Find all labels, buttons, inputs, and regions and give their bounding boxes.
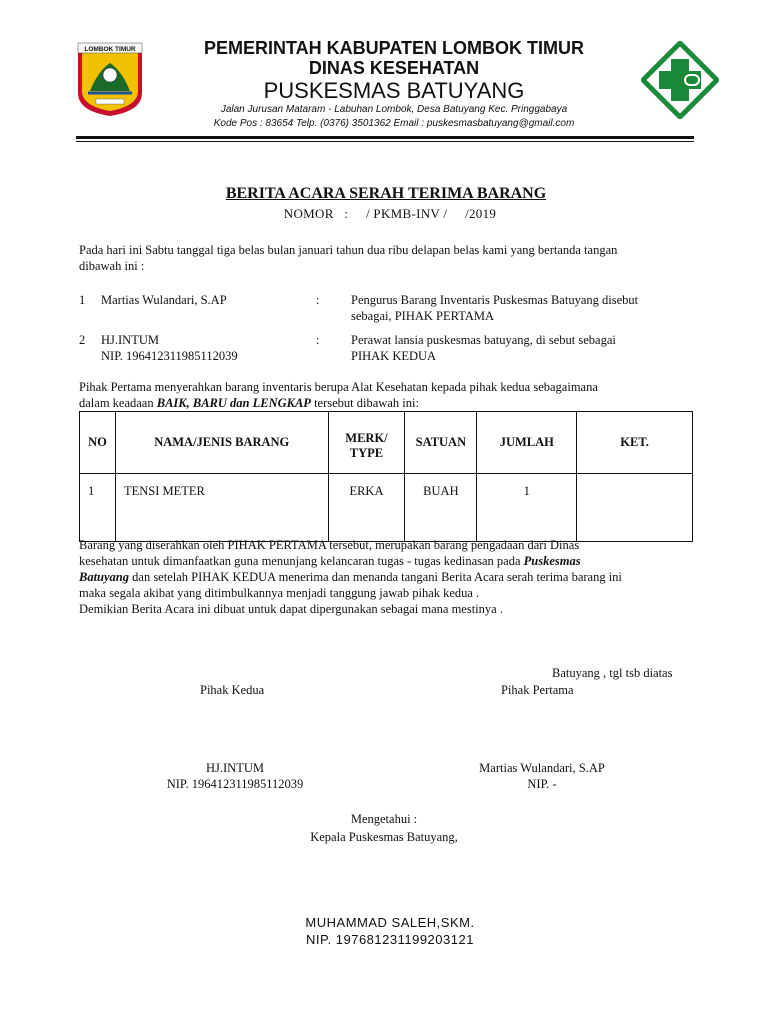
col-header-no: NO: [80, 412, 116, 474]
left-signer-nip: NIP. 196412311985112039: [166, 777, 304, 791]
cell-unit: BUAH: [405, 474, 477, 542]
transfer-text: Pihak Pertama menyerahkan barang inventaris berupa Alat Kesehatan kepada pihak kedua sebagaimana dalam keadaan BAIK, BARU dan LENGKAP tersebut dibawah ini:: [79, 380, 598, 410]
party-2-nip: NIP. 196412311985112039: [101, 349, 238, 363]
left-signer-name: HJ.INTUM: [206, 761, 264, 775]
header-contact: Kode Pos : 83654 Telp. (0376) 3501362 Email : puskesmasbatuyang@gmail.com: [213, 118, 575, 129]
known-label: Mengetahui :: [350, 812, 418, 826]
head-name: MUHAMMAD SALEH,SKM.: [305, 915, 475, 930]
header-rule-thick: [76, 136, 694, 139]
party-2-no: 2: [79, 333, 86, 347]
table-row: [80, 474, 693, 542]
header-government: PEMERINTAH KABUPATEN LOMBOK TIMUR: [204, 38, 584, 58]
right-role: Pihak Pertama: [501, 683, 574, 697]
items-table: [79, 411, 693, 542]
party-2-colon: :: [316, 333, 320, 347]
cell-qty: 1: [477, 474, 577, 542]
head-title: Kepala Puskesmas Batuyang,: [310, 830, 458, 844]
cell-no: 1: [80, 474, 116, 542]
left-role: Pihak Kedua: [200, 683, 265, 697]
cell-note: [577, 474, 693, 542]
cell-name: TENSI METER: [115, 474, 328, 542]
cell-brand: ERKA: [328, 474, 405, 542]
puskesmas-logo: [641, 41, 719, 119]
col-header-name: NAMA/JENIS BARANG: [115, 412, 328, 474]
col-header-qty: JUMLAH: [477, 412, 577, 474]
table-header-row: [80, 412, 693, 474]
right-signer-name: Martias Wulandari, S.AP: [479, 761, 605, 775]
condition-emphasis: BAIK, BARU dan LENGKAP: [156, 396, 311, 410]
closing-text: Barang yang diserahkan oleh PIHAK PERTAMA tersebut, merupakan barang pengadaan dari Dinas kesehatan untuk dimanfaatkan guna menunjang kelancaran tugas - tugas kedinasan pada Puskesmas Batuyang dan setelah PIHAK KEDUA menerima dan menanda tangani Berita Acara serah terima barang ini maka segala akibat yang ditimbulkannya menjadi tanggung jawab pihak kedua . Demikian Berita Acara ini dibuat untuk dapat dipergunakan sebagai mana mestinya .: [79, 538, 622, 616]
logo-label: LOMBOK TIMUR: [84, 46, 136, 53]
lombok-timur-logo: [76, 41, 144, 117]
document-number: NOMOR : / PKMB-INV / /2019: [283, 206, 497, 221]
party-1-name: Martias Wulandari, S.AP: [101, 293, 227, 307]
col-header-note: KET.: [577, 412, 693, 474]
party-1-colon: :: [316, 293, 320, 307]
place-date: Batuyang , tgl tsb diatas: [552, 666, 673, 680]
col-header-brand: MERK/ TYPE: [328, 412, 405, 474]
party-2-desc: Perawat lansia puskesmas batuyang, di sebut sebagai PIHAK KEDUA: [351, 333, 616, 363]
header-address: Jalan Jurusan Mataram - Labuhan Lombok, Desa Batuyang Kec. Pringgabaya: [220, 104, 568, 115]
col-header-unit: SATUAN: [405, 412, 477, 474]
header-puskesmas: PUSKESMAS BATUYANG: [263, 78, 525, 103]
head-nip: NIP. 197681231199203121: [306, 932, 474, 947]
header-rule-thin: [76, 141, 694, 142]
party-2-name: HJ.INTUM NIP. 196412311985112039: [101, 333, 238, 363]
intro-text: Pada hari ini Sabtu tanggal tiga belas bulan januari tahun dua ribu delapan belas kami yang bertanda tangan dibawah ini :: [79, 243, 618, 273]
right-signer-nip: NIP. -: [527, 777, 557, 791]
document-title: BERITA ACARA SERAH TERIMA BARANG: [225, 185, 547, 202]
party-1-no: 1: [79, 293, 86, 307]
party-1-desc: Pengurus Barang Inventaris Puskesmas Batuyang disebut sebagai, PIHAK PERTAMA: [351, 293, 639, 323]
header-office: DINAS KESEHATAN: [308, 58, 480, 78]
